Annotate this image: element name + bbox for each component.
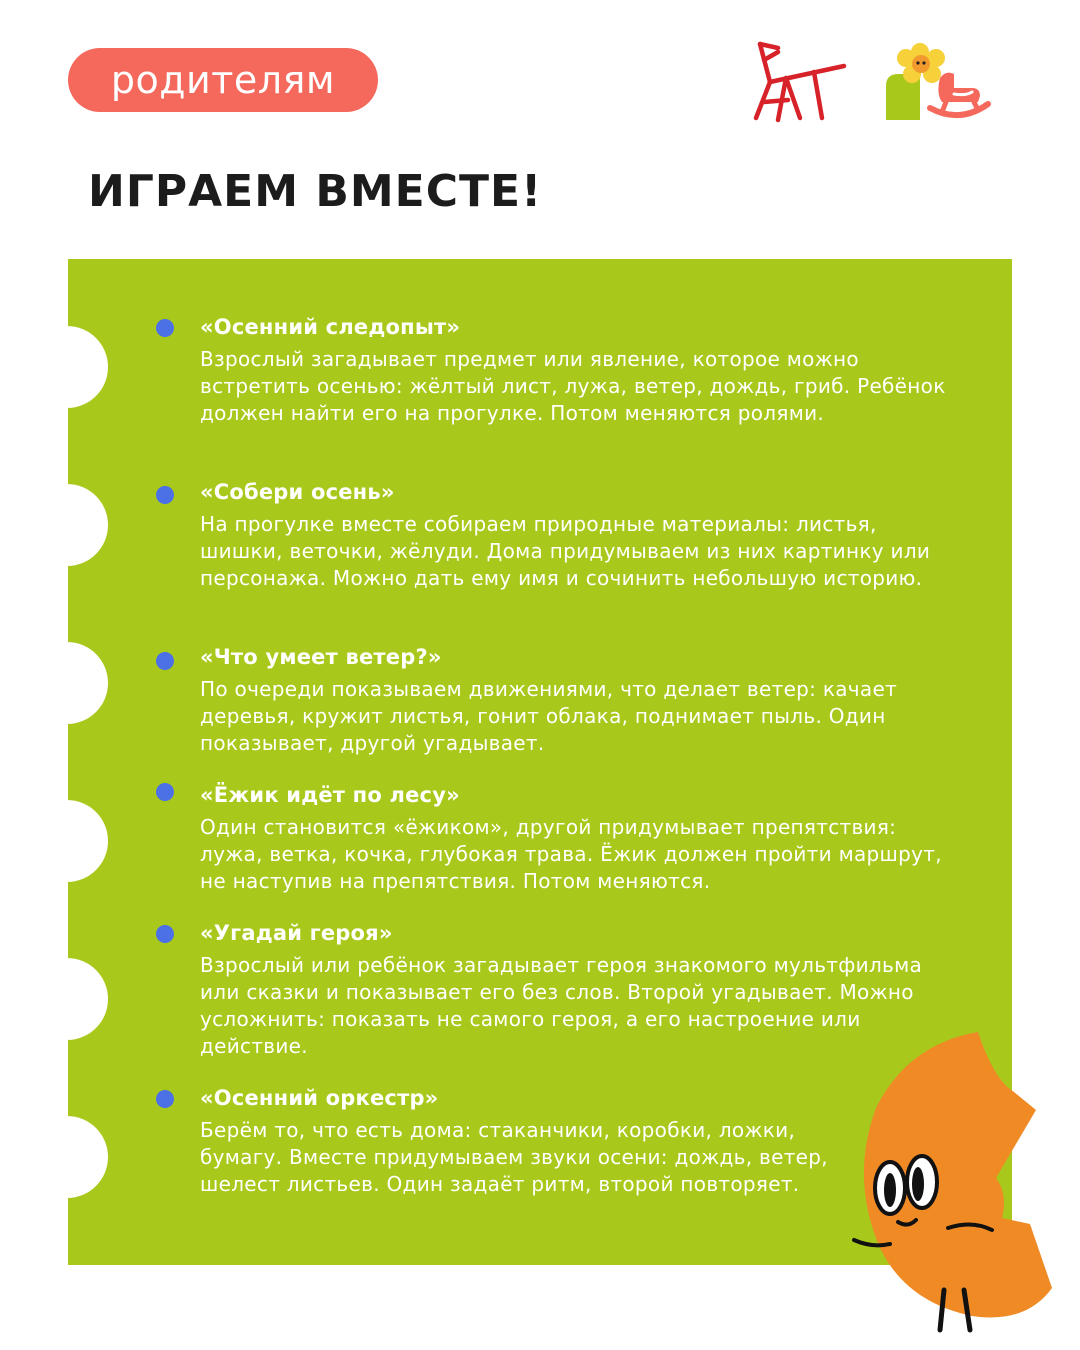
card-notch xyxy=(26,958,108,1040)
page-title: ИГРАЕМ ВМЕСТЕ! xyxy=(88,166,543,217)
game-title: «Осенний следопыт» xyxy=(200,315,461,339)
game-description: На прогулке вместе собираем природные материалы: листья, шишки, веточки, жёлуди. Дома придумываем из них картинку или персонажа. Можно дать ему имя и сочинить небольшую историю. xyxy=(200,512,931,590)
card-notch xyxy=(26,800,108,882)
game-title: «Собери осень» xyxy=(200,480,395,504)
card-notch xyxy=(26,484,108,566)
game-item xyxy=(200,644,960,757)
card-notch xyxy=(26,326,108,408)
game-title: «Осенний оркестр» xyxy=(200,1086,439,1110)
game-title: «Что умеет ветер?» xyxy=(200,645,442,669)
flower-rocking-horse-icon xyxy=(880,38,992,126)
game-description: Берём то, что есть дома: стаканчики, коробки, ложки, бумагу. Вместе придумываем звуки осени: дождь, ветер, шелест листьев. Один задаёт ритм, второй повторяет. xyxy=(200,1118,828,1196)
game-description: Один становится «ёжиком», другой придумывает препятствия: лужа, ветка, кочка, глубокая трава. Ёжик должен пройти маршрут, не наступив на препятствия. Потом меняются. xyxy=(200,815,942,893)
game-description: Взрослый загадывает предмет или явление, которое можно встретить осенью: жёлтый лист, лужа, ветер, дождь, гриб. Ребёнок должен найти его на прогулке. Потом меняются ролями. xyxy=(200,347,946,425)
game-item xyxy=(200,314,960,427)
game-title: «Угадай героя» xyxy=(200,921,393,945)
bullet-dot xyxy=(156,486,174,504)
game-item xyxy=(200,782,960,895)
chair-icon xyxy=(748,38,852,128)
game-description: По очереди показываем движениями, что делает ветер: качает деревья, кружит листья, гонит облака, поднимает пыль. Один показывает, другой угадывает. xyxy=(200,677,898,755)
bullet-dot xyxy=(156,319,174,337)
game-item xyxy=(200,479,960,592)
game-title: «Ёжик идёт по лесу» xyxy=(200,783,460,807)
game-description: Взрослый или ребёнок загадывает героя знакомого мультфильма или сказки и показывает его без слов. Второй угадывает. Можно усложнить: показать не самого героя, а его настроение или действие. xyxy=(200,953,923,1058)
bullet-dot xyxy=(156,1090,174,1108)
mascot-character-icon xyxy=(846,1028,1058,1340)
card-notch xyxy=(26,642,108,724)
game-item xyxy=(200,1085,860,1198)
card-notch xyxy=(26,1116,108,1198)
bullet-dot xyxy=(156,783,174,801)
bullet-dot xyxy=(156,652,174,670)
category-tag: родителям xyxy=(68,48,378,112)
bullet-dot xyxy=(156,925,174,943)
